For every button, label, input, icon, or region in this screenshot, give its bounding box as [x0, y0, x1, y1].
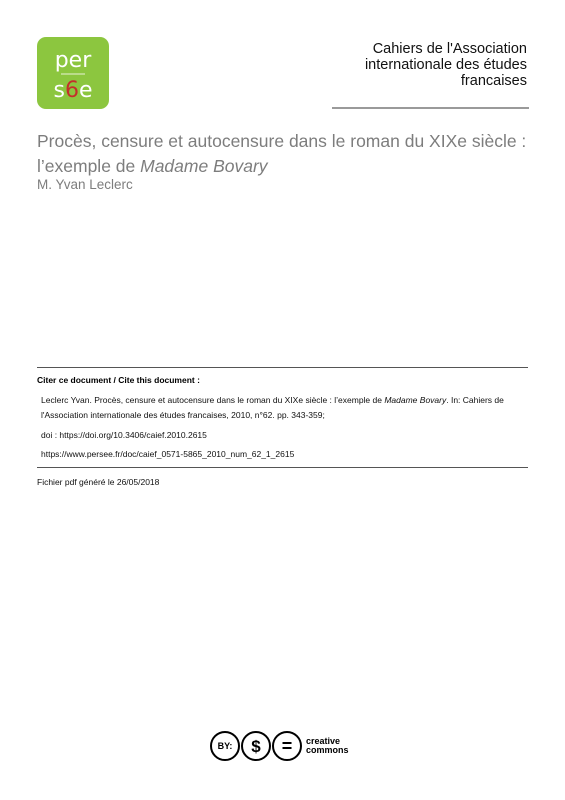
article-title-italic: Madame Bovary	[140, 156, 268, 176]
journal-name	[307, 41, 527, 89]
journal-name-line1: Cahiers de l'Association	[372, 41, 527, 57]
journal-name-line2: internationale des études	[364, 57, 527, 73]
logo-line2: s6e	[53, 78, 93, 103]
article-title	[37, 129, 537, 179]
article-author: M. Yvan Leclerc	[37, 177, 133, 192]
persee-logo-graphic	[37, 37, 109, 109]
cc-by-icon: BY:	[210, 731, 240, 761]
journal-divider	[332, 107, 529, 109]
persee-url-link[interactable]: https://www.persee.fr/doc/caief_0571-5865_2010_num_62_1_2615	[41, 449, 295, 459]
creative-commons-badge[interactable]	[208, 731, 358, 765]
citation-divider-top	[37, 367, 528, 368]
persee-logo	[37, 37, 109, 109]
generated-date: Fichier pdf généré le 26/05/2018	[37, 477, 160, 487]
citation-heading: Citer ce document / Cite this document :	[37, 375, 200, 385]
citation-text: Leclerc Yvan. Procès, censure et autocensure dans le roman du XIXe siècle : l’exemple de Madame Bovary. In: Cahiers de l'Association internationale des études francaises, 2010, n°62. pp. 343-359;	[41, 395, 504, 420]
cc-noderivatives-icon: =	[272, 731, 302, 761]
article-title-line1: Procès, censure et autocensure dans le roman du XIXe siècle :	[37, 131, 527, 151]
creative-commons-wordmark: creative commons	[306, 736, 349, 755]
citation-divider-bottom	[37, 467, 528, 468]
cc-noncommercial-icon: $	[241, 731, 271, 761]
logo-line1: per	[54, 48, 92, 73]
journal-name-line3: francaises	[460, 73, 527, 89]
doi-link[interactable]: doi : https://doi.org/10.3406/caief.2010.2615	[41, 430, 207, 440]
article-title-line2: l’exemple de Madame Bovary	[37, 156, 268, 176]
